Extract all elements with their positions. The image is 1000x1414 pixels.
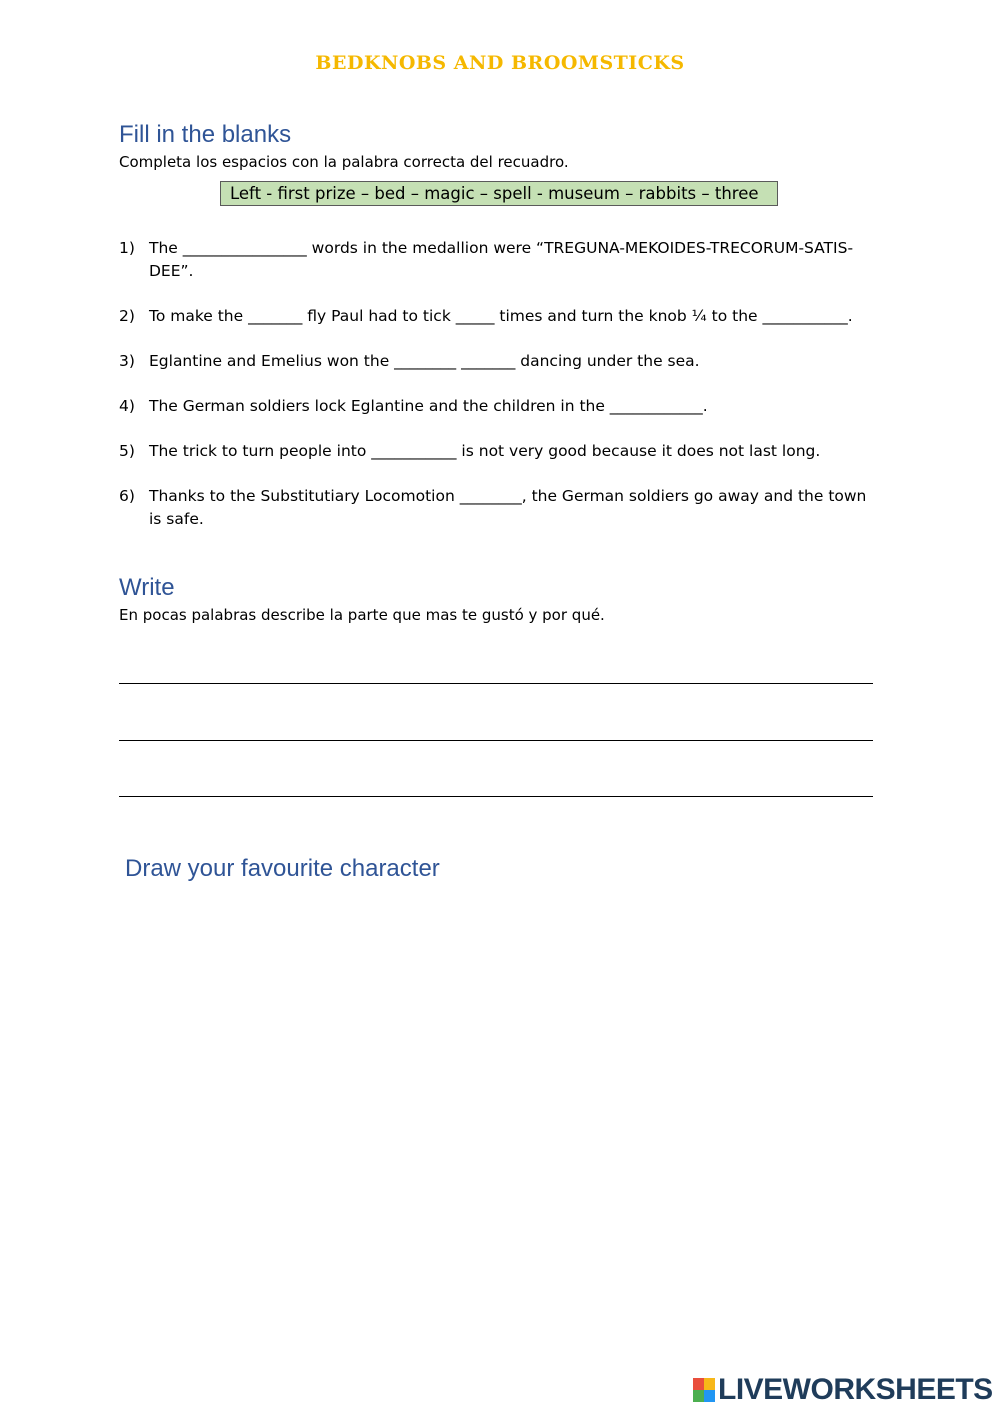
question-number: 6) xyxy=(119,487,135,505)
logo-text: LIVEWORKSHEETS xyxy=(718,1373,993,1406)
liveworksheets-logo-icon xyxy=(693,1378,715,1402)
fill-instruction: Completa los espacios con la palabra correcta del recuadro. xyxy=(119,153,569,171)
question-text: To make the _______ fly Paul had to tick _____ times and turn the knob ¼ to the ___________. xyxy=(149,307,853,325)
question-text: Eglantine and Emelius won the ________ _______ dancing under the sea. xyxy=(149,352,700,370)
question-item-5 xyxy=(119,440,879,463)
question-number: 1) xyxy=(119,239,135,257)
question-item-1 xyxy=(119,237,879,283)
question-item-6 xyxy=(119,485,879,531)
word-bank-box: Left - first prize – bed – magic – spell - museum – rabbits – three xyxy=(220,181,778,206)
question-number: 2) xyxy=(119,307,135,325)
answer-line-2 xyxy=(119,740,873,741)
question-text: The ________________ words in the medallion were “TREGUNA-MEKOIDES-TRECORUM-SATIS-DEE”. xyxy=(149,239,854,280)
question-item-3 xyxy=(119,350,879,373)
write-heading: Write xyxy=(119,574,175,601)
worksheet-title: BEDKNOBS AND BROOMSTICKS xyxy=(315,52,685,74)
question-text: Thanks to the Substitutiary Locomotion ________, the German soldiers go away and the town is safe. xyxy=(149,487,867,528)
question-text: The trick to turn people into ___________ is not very good because it does not last long. xyxy=(149,442,821,460)
write-instruction: En pocas palabras describe la parte que mas te gustó y por qué. xyxy=(119,606,605,624)
question-number: 5) xyxy=(119,442,135,460)
question-text: The German soldiers lock Eglantine and the children in the ____________. xyxy=(149,397,708,415)
question-item-4 xyxy=(119,395,879,418)
draw-heading: Draw your favourite character xyxy=(125,855,440,882)
question-number: 3) xyxy=(119,352,135,370)
answer-line-3 xyxy=(119,796,873,797)
question-number: 4) xyxy=(119,397,135,415)
question-item-2 xyxy=(119,305,879,328)
answer-line-1 xyxy=(119,683,873,684)
fill-in-blanks-heading: Fill in the blanks xyxy=(119,121,292,148)
liveworksheets-logo xyxy=(693,1373,993,1406)
